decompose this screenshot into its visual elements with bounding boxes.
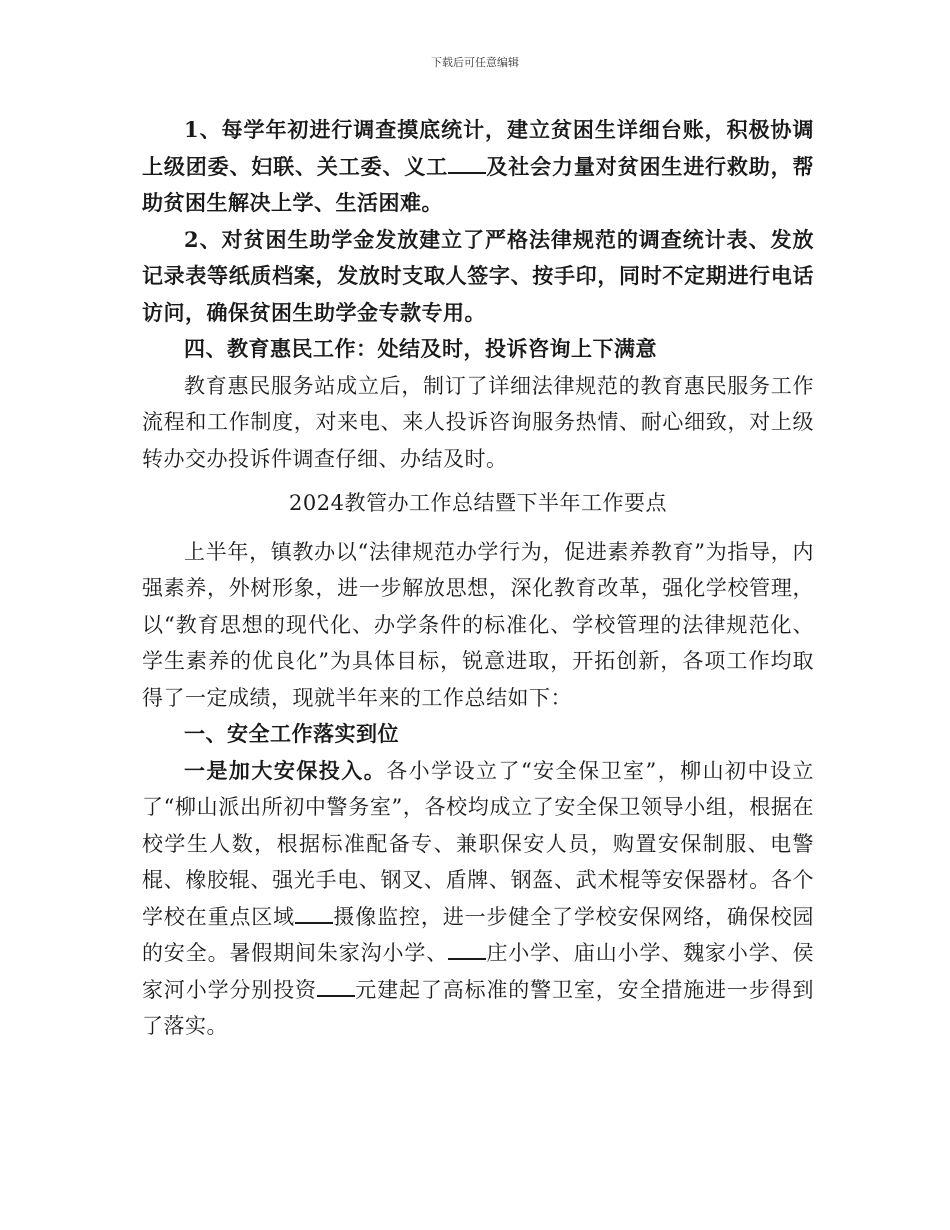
- paragraph-3: 教育惠民服务站成立后，制订了详细法律规范的教育惠民服务工作流程和工作制度，对来电、来人投诉咨询服务热情、耐心细致，对上级转办交办投诉件调查仔细、办结及时。: [142, 373, 814, 471]
- section-heading-4: 四、教育惠民工作：处结及时，投诉咨询上下满意: [184, 336, 657, 361]
- paragraph-5-text-c: 庄小学、庙山小学、魏家小学、侯家河小学分别投资: [142, 941, 815, 1002]
- paragraph-5: [142, 753, 814, 1045]
- blank-line: [448, 940, 486, 960]
- paragraph-5-lead: 一是加大安保投入。: [184, 757, 387, 783]
- document-body: [142, 112, 814, 1045]
- page-header: 下载后可任意编辑: [431, 56, 519, 69]
- section-heading-1: 一、安全工作落实到位: [184, 721, 399, 746]
- paragraph-5-text-b: 摄像监控，进一步健全了学校安保网络，确保校园的安全。暑假期间朱家沟小学、: [142, 904, 815, 965]
- paragraph-1: [142, 112, 814, 222]
- paragraph-1-text-b: 及社会力量对贫困生进行救助，帮助贫困生解决上学、生活困难。: [142, 153, 815, 215]
- blank-line: [295, 904, 333, 924]
- blank-line: [448, 154, 486, 174]
- paragraph-5-text-a: 各小学设立了“安全保卫室”，柳山初中设立了“柳山派出所初中警务室”，各校均成立了安全保卫领导小组，根据在校学生人数，根据标准配备专、兼职保安人员，购置安保制服、电警棍、橡胶辊、强光手电、钢叉、盾牌、钢盔、武术棍等安保器材。各个学校在重点区域: [142, 758, 814, 929]
- paragraph-2: 2、对贫困生助学金发放建立了严格法律规范的调查统计表、发放记录表等纸质档案，发放时支取人签字、按手印，同时不定期进行电话访问，确保贫困生助学金专款专用。: [142, 226, 814, 325]
- paragraph-1-text-a: 1、每学年初进行调查摸底统计，建立贫困生详细台账，积极协调上级团委、妇联、关工委、义工: [142, 117, 814, 179]
- document-title: 2024教管办工作总结暨下半年工作要点: [289, 491, 667, 515]
- paragraph-5-text-d: 元建起了高标准的警卫室，安全措施进一步得到了落实。: [142, 977, 815, 1038]
- paragraph-4: 上半年，镇教办以“法律规范办学行为，促进素养教育”为指导，内强素养，外树形象，进一步解放思想，深化教育改革，强化学校管理，以“教育思想的现代化、办学条件的标准化、学校管理的法律规范化、学生素养的优良化”为具体目标，锐意进取，开拓创新，各项工作均取得了一定成绩，现就半年来的工作总结如下：: [142, 539, 814, 710]
- blank-line: [317, 977, 355, 997]
